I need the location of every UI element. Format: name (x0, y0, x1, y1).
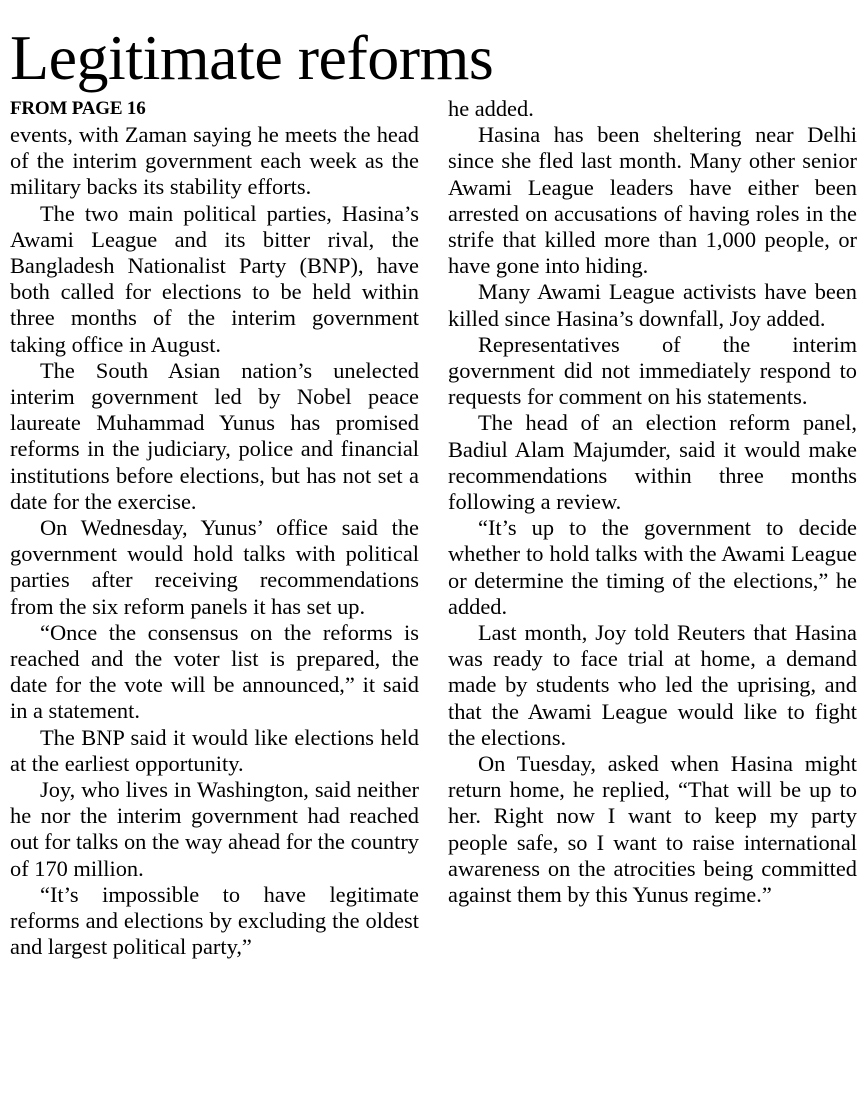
article-column-right (448, 96, 857, 908)
paragraph: Joy, who lives in Washington, said neither he nor the interim government had reached out for talks on the way ahead for the country of 170 million. (10, 777, 419, 881)
paragraph: Hasina has been sheltering near Delhi since she fled last month. Many other senior Awami League leaders have either been arrested on accusations of having roles in the strife that killed more than 1,000 people, or have gone into hiding. (448, 122, 857, 279)
paragraph: “It’s up to the government to decide whether to hold talks with the Awami League or determine the timing of the elections,” he added. (448, 515, 857, 619)
paragraph: Last month, Joy told Reuters that Hasina was ready to face trial at home, a demand made by students who led the uprising, and that the Awami League would like to fight the elections. (448, 620, 857, 750)
paragraph: On Wednesday, Yunus’ office said the government would hold talks with political parties after receiving recommendations from the six reform panels it has set up. (10, 515, 419, 619)
paragraph: On Tuesday, asked when Hasina might return home, he replied, “That will be up to her. Right now I want to keep my party people safe, so I want to raise international awareness on the atrocities being committed against them by this Yunus regime.” (448, 751, 857, 908)
paragraph: “It’s impossible to have legitimate reforms and elections by excluding the oldest and largest political party,” (10, 881, 419, 960)
paragraph: Representatives of the interim government did not immediately respond to requests for comment on his statements. (448, 331, 857, 410)
paragraph: Many Awami League activists have been killed since Hasina’s downfall, Joy added. (448, 279, 857, 331)
article-column-left (10, 96, 419, 961)
paragraph: The South Asian nation’s unelected interim government led by Nobel peace laureate Muhammad Yunus has promised reforms in the judiciary, police and financial institutions before elections, but has not set a date for the exercise. (10, 357, 419, 514)
paragraph: “Once the consensus on the reforms is reached and the voter list is prepared, the date for the vote will be announced,” it said in a statement. (10, 619, 419, 724)
paragraph: he added. (448, 96, 534, 121)
paragraph: The BNP said it would like elections held at the earliest opportunity. (10, 724, 419, 776)
continued-from-label: FROM PAGE 16 (10, 98, 146, 119)
paragraph: The two main political parties, Hasina’s Awami League and its bitter rival, the Bangladesh Nationalist Party (BNP), have both called for elections to be held within three months of the interim government taking office in August. (10, 200, 419, 357)
paragraph: The head of an election reform panel, Badiul Alam Majumder, said it would make recommendations within three months following a review. (448, 410, 857, 515)
paragraph: events, with Zaman saying he meets the head of the interim government each week as the military backs its stability efforts. (10, 122, 419, 200)
headline: Legitimate reforms (10, 22, 494, 93)
